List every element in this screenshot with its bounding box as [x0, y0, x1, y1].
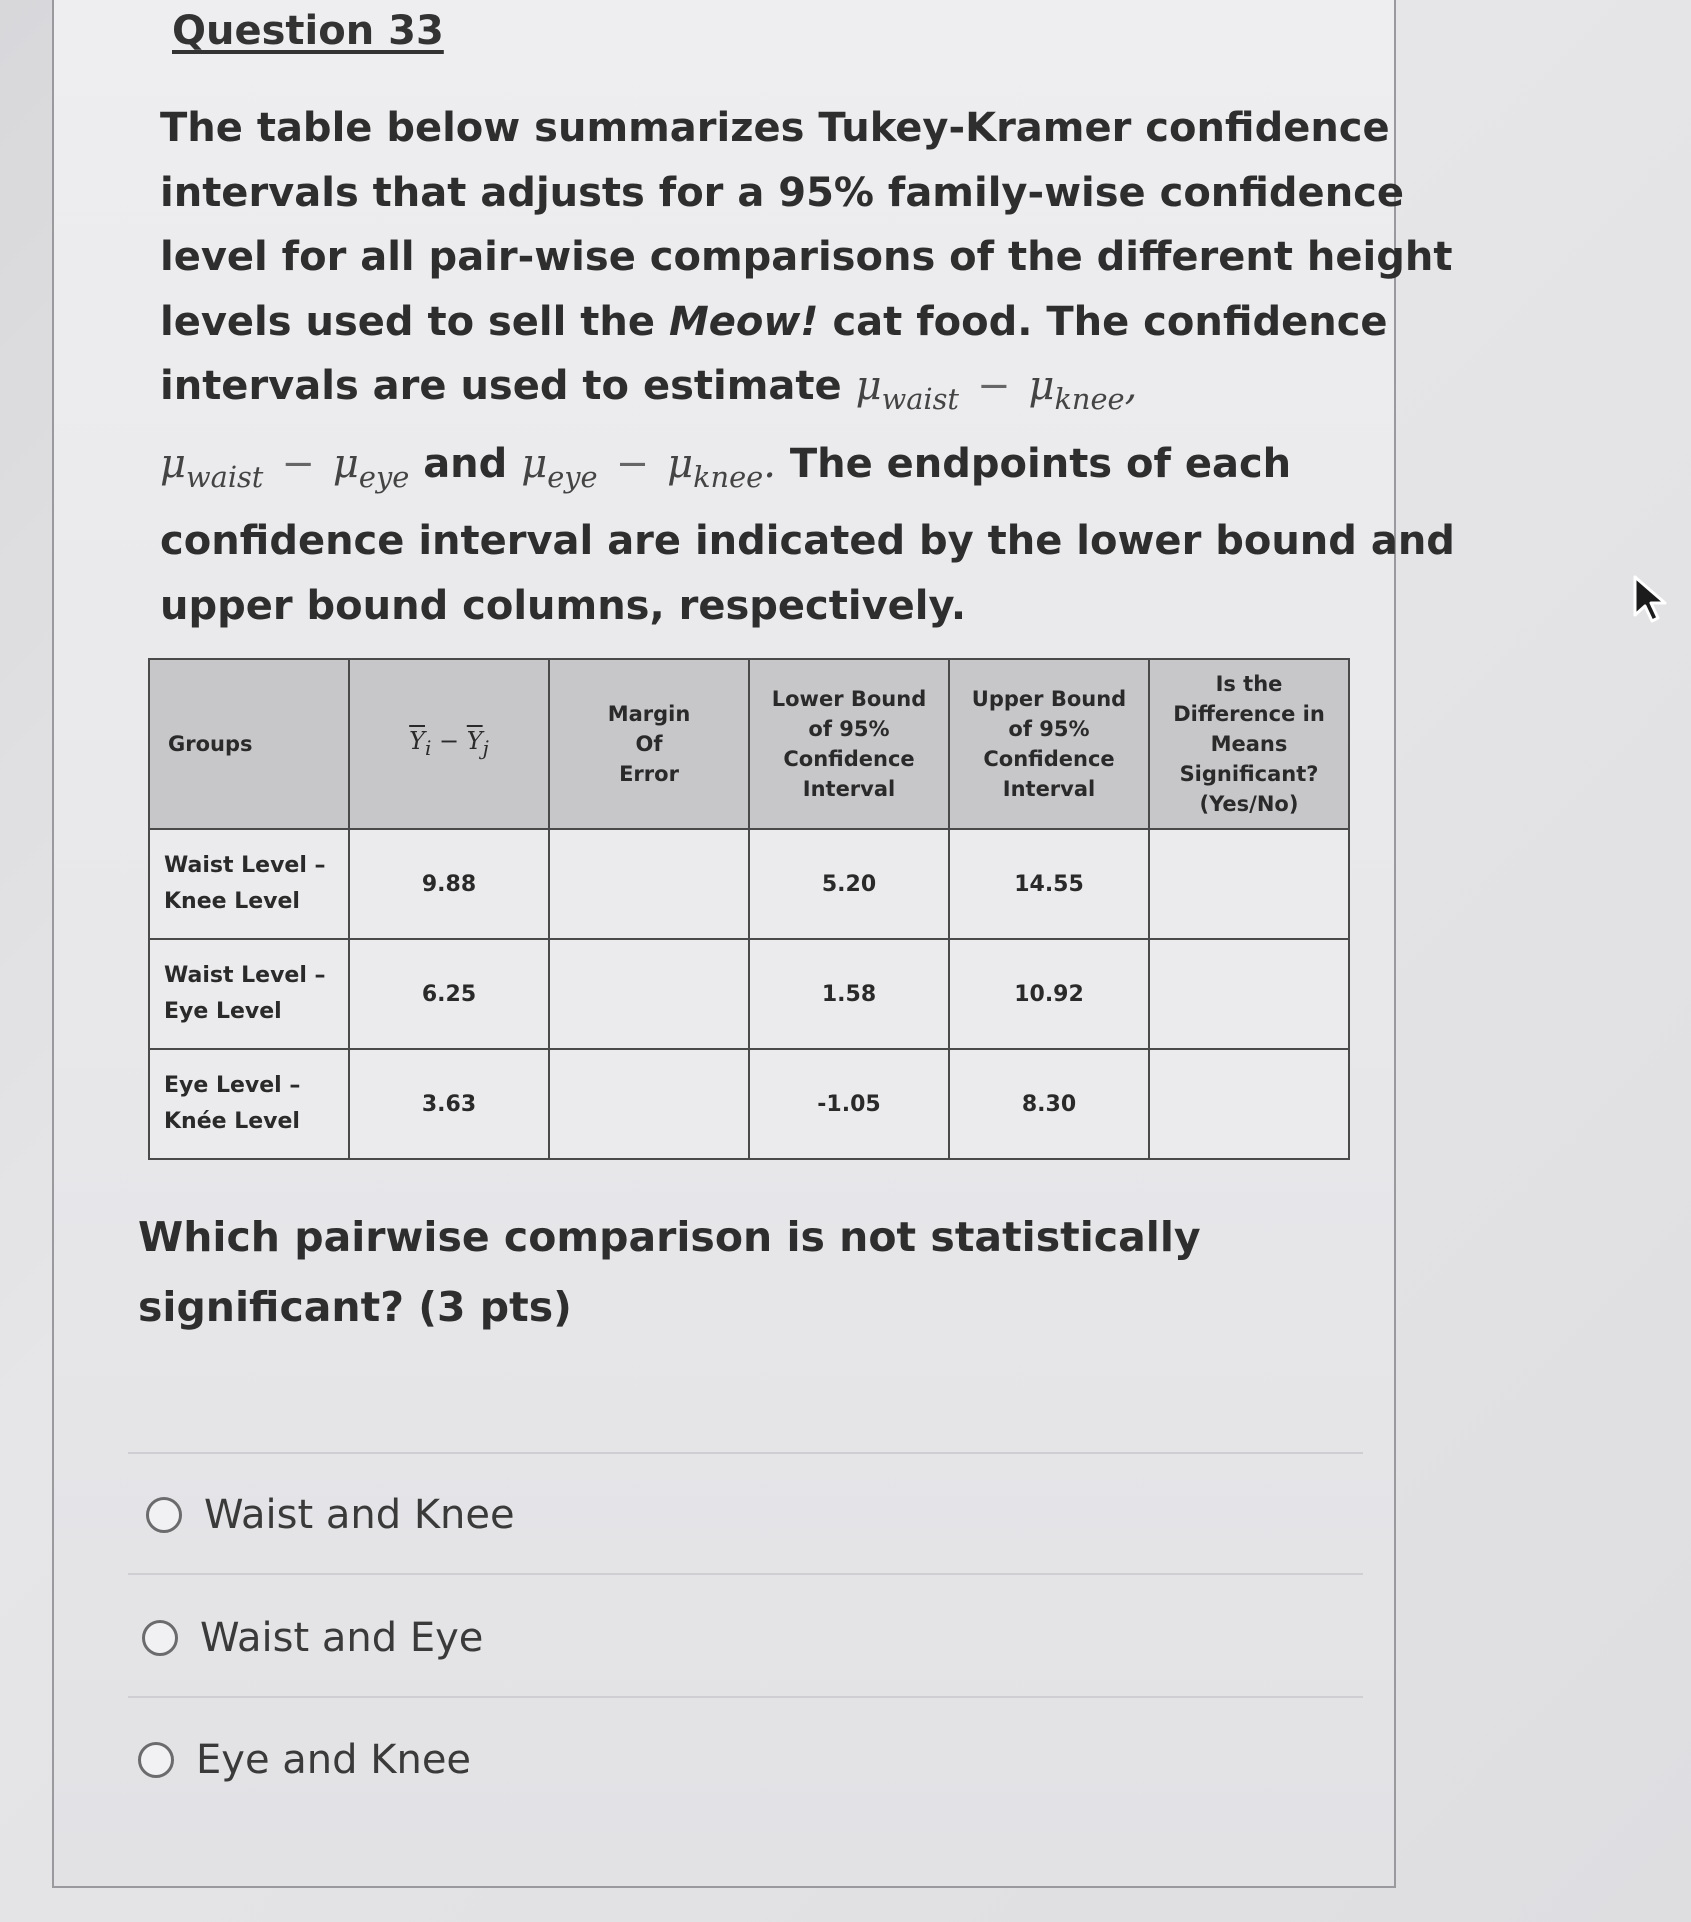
subscript-knee: knee: [1054, 382, 1125, 417]
question-intro: [160, 96, 1455, 638]
header-line: of 95%: [808, 717, 890, 741]
table-row: [149, 829, 1349, 939]
math-eye-minus-knee: [521, 440, 776, 494]
question-prompt: [138, 1202, 1201, 1342]
brand-name: Meow!: [668, 298, 819, 345]
header-upper-bound: [949, 659, 1149, 829]
answer-option-eye-knee[interactable]: [138, 1737, 471, 1783]
cell-margin-of-error: [549, 939, 749, 1049]
mu-symbol: μ: [855, 363, 882, 409]
radio-button[interactable]: [138, 1742, 174, 1778]
cell-group: [149, 939, 349, 1049]
group-line: Waist Level –: [164, 853, 326, 878]
table-header-row: [149, 659, 1349, 829]
header-line: Of: [635, 732, 663, 756]
intro-line-5: [160, 354, 1350, 432]
question-title: Question 33: [172, 8, 444, 54]
mouse-pointer-icon: [1631, 575, 1671, 625]
intro-line-6: [160, 432, 1350, 510]
prompt-line-2: significant? (3 pts): [138, 1283, 572, 1331]
intro-line-4-start: levels used to sell the: [160, 298, 669, 345]
endpoints-text: The endpoints of each: [775, 440, 1292, 487]
header-line: Confidence: [983, 747, 1115, 771]
answer-divider: [128, 1452, 1363, 1454]
subscript-i: i: [425, 735, 432, 760]
subscript-knee: knee: [693, 459, 764, 494]
group-line: Knée Level: [164, 1109, 300, 1134]
confidence-interval-table-wrapper: [148, 658, 1348, 1160]
cell-upper-bound: 10.92: [949, 939, 1149, 1049]
mu-symbol: μ: [160, 440, 186, 487]
header-line: Upper Bound: [971, 687, 1127, 711]
table-row: [149, 1049, 1349, 1159]
group-line: Eye Level: [164, 999, 282, 1024]
intro-line-4: [160, 290, 1388, 355]
subscript-j: j: [482, 735, 489, 760]
radio-button[interactable]: [142, 1620, 178, 1656]
comma: ,: [1124, 363, 1138, 409]
cell-group: [149, 829, 349, 939]
cell-mean-difference: 9.88: [349, 829, 549, 939]
cell-margin-of-error: [549, 829, 749, 939]
y-bar-i: $\overline{Y}$: [409, 726, 425, 755]
cell-lower-bound: 5.20: [749, 829, 949, 939]
answer-option-waist-knee[interactable]: [146, 1492, 515, 1538]
cell-significant: [1149, 1049, 1349, 1159]
cell-lower-bound: 1.58: [749, 939, 949, 1049]
intro-line-7: confidence interval are indicated by the lower bound and: [160, 518, 1455, 565]
header-line: Is the: [1215, 672, 1283, 696]
group-line: Waist Level –: [164, 963, 326, 988]
header-line: Interval: [1002, 777, 1096, 801]
header-line: Significant?: [1179, 762, 1319, 786]
header-line: Error: [619, 762, 679, 786]
math-waist-minus-eye: [160, 440, 410, 494]
header-lower-bound: [749, 659, 949, 829]
subscript-eye: eye: [547, 459, 598, 494]
header-margin-of-error: [549, 659, 749, 829]
minus-sign: −: [281, 440, 315, 487]
subscript-eye: eye: [358, 459, 410, 494]
radio-button[interactable]: [146, 1497, 182, 1533]
cell-mean-difference: 6.25: [349, 939, 549, 1049]
math-waist-minus-knee: [855, 363, 1138, 417]
intro-line-4-end: cat food. The confidence: [818, 298, 1388, 345]
intro-line-8: upper bound columns, respectively.: [160, 582, 967, 629]
mu-symbol: μ: [667, 440, 694, 487]
header-significant: [1149, 659, 1349, 829]
cell-upper-bound: 8.30: [949, 1049, 1149, 1159]
cell-significant: [1149, 939, 1349, 1049]
header-line: Interval: [802, 777, 896, 801]
and-word: and: [409, 440, 522, 487]
mu-symbol: μ: [1028, 363, 1055, 409]
answer-option-label: Eye and Knee: [196, 1737, 472, 1783]
minus-sign: −: [976, 363, 1011, 409]
y-bar-j: $\overline{Y}$: [466, 726, 483, 755]
intro-line-1: The table below summarizes Tukey-Kramer confidence: [160, 105, 1390, 151]
header-line: Means: [1210, 732, 1288, 756]
cell-mean-difference: 3.63: [349, 1049, 549, 1159]
cell-lower-bound: -1.05: [749, 1049, 949, 1159]
minus-sign: −: [431, 726, 467, 755]
answer-option-label: Waist and Eye: [200, 1615, 484, 1661]
header-mean-difference: [349, 659, 549, 829]
period: .: [763, 440, 776, 487]
cell-upper-bound: 14.55: [949, 829, 1149, 939]
header-line: Lower Bound: [771, 687, 927, 711]
answer-divider: [128, 1696, 1363, 1698]
header-line: (Yes/No): [1199, 792, 1299, 816]
header-line: Difference in: [1173, 702, 1325, 726]
prompt-line-1: Which pairwise comparison is not statistically: [138, 1213, 1201, 1261]
answer-divider: [128, 1573, 1363, 1575]
cell-margin-of-error: [549, 1049, 749, 1159]
table-row: [149, 939, 1349, 1049]
subscript-waist: waist: [186, 459, 264, 494]
confidence-interval-table: [148, 658, 1350, 1160]
answer-option-waist-eye[interactable]: [142, 1615, 483, 1661]
minus-sign: −: [615, 440, 650, 487]
intro-line-3: level for all pair-wise comparisons of the different height: [160, 234, 1453, 280]
intro-line-2: intervals that adjusts for a 95% family-wise confidence: [160, 169, 1405, 216]
answer-option-label: Waist and Knee: [204, 1492, 515, 1538]
group-line: Knee Level: [164, 889, 300, 914]
mu-symbol: μ: [521, 440, 548, 487]
cell-group: [149, 1049, 349, 1159]
subscript-waist: waist: [881, 382, 959, 417]
header-line: Margin: [607, 702, 691, 726]
cell-significant: [1149, 829, 1349, 939]
header-line: Confidence: [783, 747, 915, 771]
header-groups: Groups: [149, 659, 349, 829]
group-line: Eye Level –: [164, 1073, 301, 1098]
mu-symbol: μ: [332, 440, 359, 487]
intro-line-5-text: intervals are used to estimate: [160, 363, 856, 409]
header-line: of 95%: [1008, 717, 1090, 741]
